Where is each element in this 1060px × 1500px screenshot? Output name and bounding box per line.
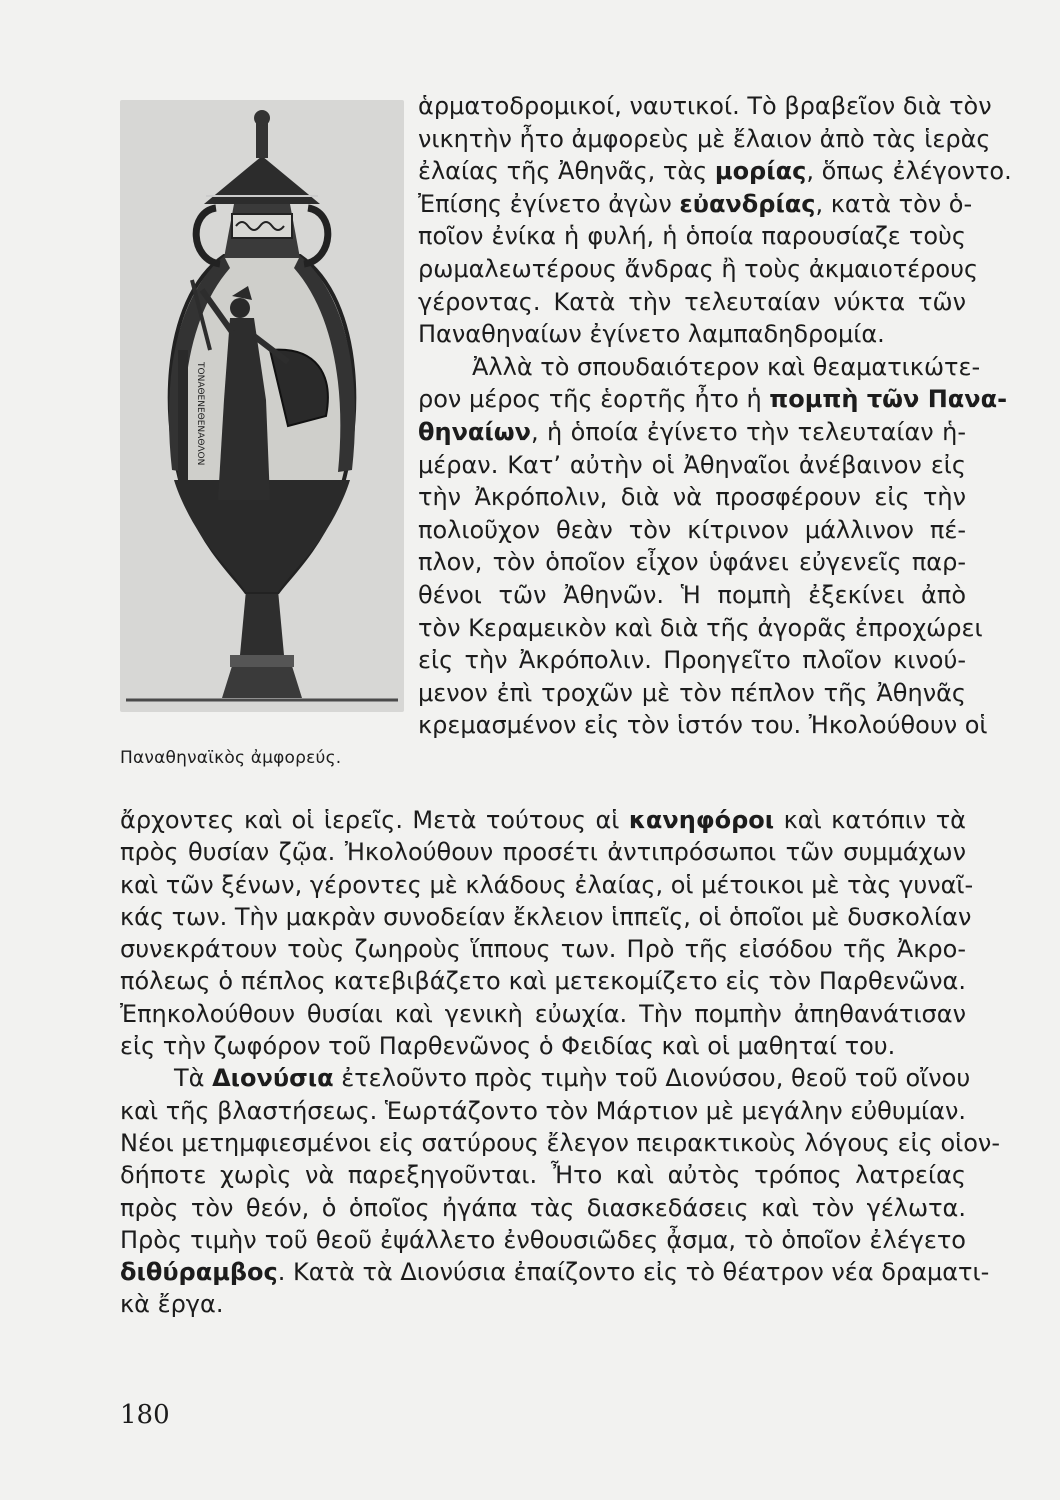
text-run: ἄρχοντες καὶ οἱ ἱερεῖς. Μετὰ τούτους αἱ [120, 806, 629, 834]
text-line [418, 123, 991, 156]
text-line [418, 188, 973, 221]
text-run: Ἀλλὰ τὸ σπουδαιότερον καὶ θεαματικώτε- [472, 352, 981, 381]
text-line [418, 90, 992, 123]
text-line [418, 514, 966, 547]
text-run: εἰς τὴν Ἀκρόπολιν. Προηγεῖτο πλοῖον κινού- [418, 646, 966, 675]
text-run: Τὰ [174, 1064, 213, 1093]
text-run: θένοι τῶν Ἀθηνῶν. Ἡ πομπὴ ἐξεκίνει ἀπὸ [418, 580, 966, 609]
text-line [418, 677, 966, 710]
text-line [418, 220, 966, 253]
text-run: δήποτε χωρὶς νὰ παρεξηγοῦνται. Ἦτο καὶ αὐτὸς τρόπος λατρείας [120, 1161, 966, 1190]
text-line [120, 1127, 1000, 1159]
text-line [418, 709, 988, 742]
text-run: γέροντας. Κατὰ τὴν τελευταίαν νύκτα τῶν [418, 287, 966, 316]
text-line [120, 998, 966, 1030]
text-run: πρὸς θυσίαν ζῷα. Ἠκολούθουν προσέτι ἀντιπρόσωποι τῶν συμμάχων [120, 838, 966, 867]
text-line [418, 286, 966, 319]
text-line [120, 1288, 966, 1320]
text-run: ἐτελοῦντο πρὸς τιμὴν τοῦ Διονύσου, θεοῦ τοῦ οἴνου [333, 1064, 971, 1093]
text-run: , κατὰ τὸν ὁ- [815, 189, 973, 218]
text-run: τὸν Κεραμεικὸν καὶ διὰ τῆς ἀγορᾶς ἐπροχώρει [418, 613, 983, 642]
text-run: . Κατὰ τὰ Διονύσια ἐπαίζοντο εἰς τὸ θέατρον νέα δραματι- [277, 1258, 990, 1287]
key-term: θηναίων [418, 417, 531, 446]
text-column-lower [120, 804, 1000, 1321]
text-line [120, 836, 966, 868]
text-line [418, 253, 979, 286]
text-run: ποῖον ἐνίκα ἡ φυλή, ἡ ὁποία παρουσίαζε τοὺς [418, 222, 966, 251]
text-line [120, 1159, 966, 1191]
text-run: , ἡ ὁποία ἐγίνετο τὴν τελευταίαν ἡ- [530, 417, 966, 446]
text-line [418, 383, 1008, 416]
text-line [120, 1062, 971, 1094]
text-line [120, 1224, 966, 1256]
text-line [120, 1095, 966, 1127]
text-line [120, 965, 966, 997]
text-line [418, 481, 966, 514]
text-run: μέραν. Κατ’ αὐτὴν οἱ Ἀθηναῖοι ἀνέβαινον εἰς [418, 450, 966, 479]
text-run: Νέοι μετημφιεσμένοι εἰς σατύρους ἔλεγον πειρακτικοὺς λόγους εἰς οἱον- [120, 1128, 1000, 1157]
text-run: νικητὴν ἦτο ἀμφορεὺς μὲ ἔλαιον ἀπὸ τὰς ἱερὰς [418, 124, 991, 153]
text-run: μενον ἐπὶ τροχῶν μὲ τὸν πέπλον τῆς Ἀθηνᾶς [418, 678, 966, 707]
text-run: πολιοῦχον θεὰν τὸν κίτρινον μάλλινον πέ- [418, 515, 966, 544]
key-term: μορίας [714, 157, 807, 186]
text-line [418, 644, 966, 677]
text-run: Ἐπηκολούθουν θυσίαι καὶ γενικὴ εὐωχία. Τὴν πομπὴν ἀπηθανάτισαν [120, 999, 966, 1028]
key-term: κανηφόροι [628, 806, 775, 834]
text-line [120, 901, 972, 933]
text-line [120, 804, 966, 836]
text-line [120, 933, 966, 965]
text-line [418, 416, 966, 449]
text-run: πλον, τὸν ὁποῖον εἶχον ὑφάνει εὐγενεῖς παρ- [418, 548, 966, 577]
text-run: κὰ ἔργα. [120, 1290, 224, 1319]
text-run: κάς των. Τὴν μακρὰν συνοδείαν ἔκλειον ἱππεῖς, οἱ ὁποῖοι μὲ δυσκολίαν [120, 902, 972, 931]
text-run: ρον μέρος τῆς ἑορτῆς ἦτο ἡ [418, 385, 770, 414]
text-run: καὶ τῆς βλαστήσεως. Ἑωρτάζοντο τὸν Μάρτιον μὲ μεγάλην εὐθυμίαν. [120, 1096, 966, 1125]
text-run: , ὅπως ἐλέγοντο. [806, 157, 1012, 186]
text-line [120, 869, 974, 901]
text-run: Ἐπίσης ἐγίνετο ἀγὼν [418, 189, 680, 218]
text-run: Παναθηναίων ἐγίνετο λαμπαδηδρομία. [418, 320, 885, 349]
key-term: διθύραμβος [120, 1258, 278, 1287]
text-run: καὶ κατόπιν τὰ [774, 806, 966, 834]
text-run: ρωμαλεωτέρους ἄνδρας ἢ τοὺς ἀκμαιοτέρους [418, 254, 979, 283]
text-run: συνεκράτουν τοὺς ζωηροὺς ἵππους των. Πρὸ τῆς εἰσόδου τῆς Ἀκρο- [120, 935, 966, 964]
text-run: εἰς τὴν ζωφόρον τοῦ Παρθενῶνος ὁ Φειδίας καὶ οἱ μαθηταί του. [120, 1032, 896, 1061]
text-run: κρεμασμένον εἰς τὸν ἱστόν του. Ἠκολούθουν οἱ [418, 711, 988, 740]
text-line [418, 612, 983, 645]
text-run: ἁρματοδρομικοί, ναυτικοί. Τὸ βραβεῖον διὰ τὸν [418, 92, 992, 120]
page-number: 180 [120, 1400, 170, 1430]
key-term: Διονύσια [212, 1064, 334, 1093]
text-run: καὶ τῶν ξένων, γέροντες μὲ κλάδους ἐλαίας, οἱ μέτοικοι μὲ τὰς γυναῖ- [120, 870, 974, 899]
amphora-illustration [120, 100, 404, 712]
text-run: Πρὸς τιμὴν τοῦ θεοῦ ἐψάλλετο ἐνθουσιῶδες ᾆσμα, τὸ ὁποῖον ἐλέγετο [120, 1225, 966, 1254]
key-term: εὐανδρίας [679, 189, 816, 218]
text-line [418, 449, 966, 482]
text-line [120, 1256, 990, 1288]
figure-caption: Παναθηναϊκὸς ἀμφορεύς. [120, 748, 342, 768]
text-run: πρὸς τὸν θεόν, ὁ ὁποῖος ἠγάπα τὰς διασκεδάσεις καὶ τὸν γέλωτα. [120, 1193, 966, 1222]
text-run: πόλεως ὁ πέπλος κατεβιβάζετο καὶ μετεκομίζετο εἰς τὸν Παρθενῶνα. [120, 967, 966, 996]
text-run: τὴν Ἀκρόπολιν, διὰ νὰ προσφέρουν εἰς τὴν [418, 483, 966, 512]
text-line [418, 546, 966, 579]
vase-inscription: ΤΟΝΑΘΕΝΕΘΕΝΑΘΛΟΝ [195, 362, 205, 466]
key-term: πομπὴ τῶν Πανα- [769, 385, 1008, 414]
text-line [418, 351, 981, 384]
text-run: ἐλαίας τῆς Ἀθηνᾶς, τὰς [418, 157, 715, 186]
text-line [418, 579, 966, 612]
text-line [120, 1030, 966, 1062]
text-line [120, 1192, 966, 1224]
text-column-upper [418, 90, 1012, 742]
text-line [418, 155, 1012, 188]
text-line [418, 318, 966, 351]
